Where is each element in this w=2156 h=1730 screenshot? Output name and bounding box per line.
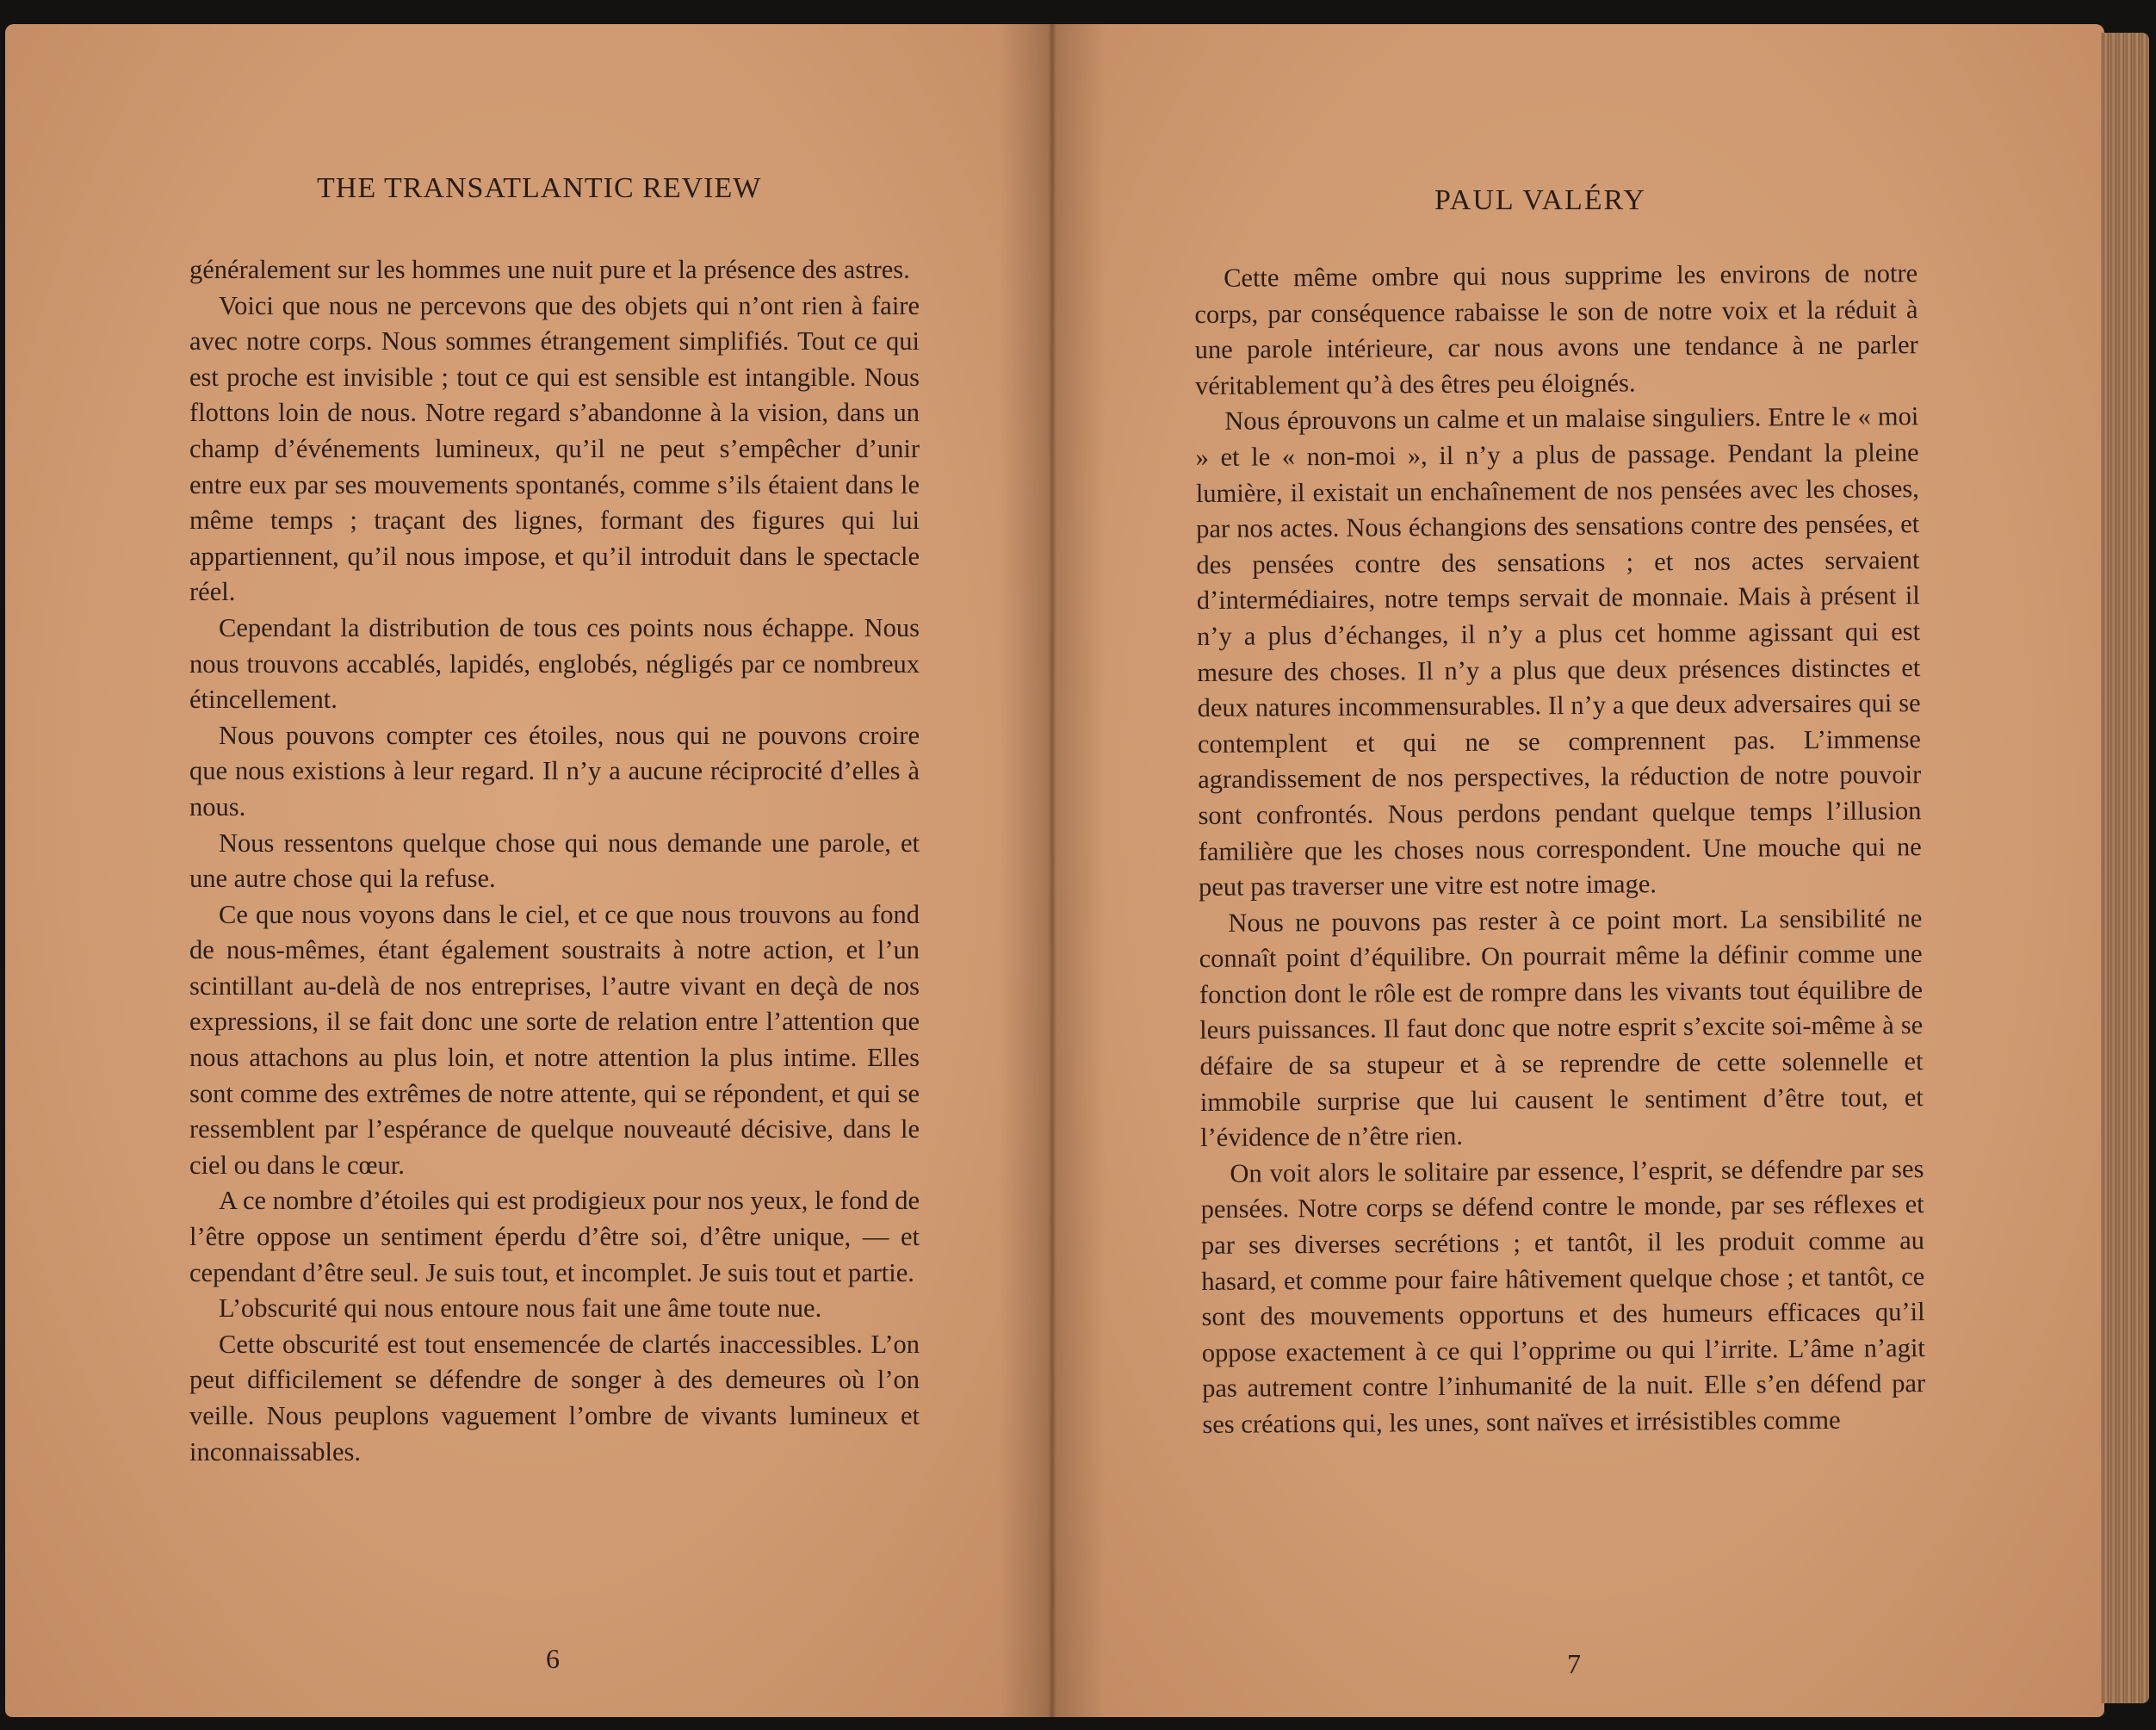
paragraph: généralement sur les hommes une nuit pure et la présence des astres. <box>189 255 910 284</box>
page-number-right: 7 <box>1567 1648 1581 1679</box>
paragraph: L’obscurité qui nous entoure nous fait une âme toute nue. <box>219 1293 822 1324</box>
right-page-text <box>1194 256 1926 1442</box>
page-number-left: 6 <box>546 1643 560 1674</box>
paragraph: Ce que nous voyons dans le ciel, et ce que nous trouvons au fond de nous-mêmes, étant également soustraits à notre action, et l’un scintillant au-delà de nos entreprises, l’autre vivant en deçà de nos expressions, il se fait donc une sorte de relation entre l’attention que nous attachons au plus loin, et notre attention la plus intime. Elles sont comme des extrêmes de notre attente, qui se répondent, et qui se ressemblent par l’espérance de quelque nouveauté décisive, dans le ciel ou dans le cœur. <box>189 899 920 1180</box>
paragraph: Nous pouvons compter ces étoiles, nous qui ne pouvons croire que nous existions à leur regard. Il n’y a aucune réciprocité d’elles à nous. <box>189 720 920 822</box>
paragraph: Cette obscurité est tout ensemencée de clartés inaccessibles. L’on peut difficilement se défendre de songer à des demeures où l’on veille. Nous peuplons vaguement l’ombre de vivants lumineux et inconnaissables. <box>189 1329 920 1466</box>
paragraph: Nous éprouvons un calme et un malaise singuliers. Entre le « moi » et le « non-moi », il n’y a plus de passage. Pendant la pleine lumière, il existait un enchaînement de nos pensées avec les choses, par nos actes. Nous échangions des sensations contre des pensées, et des pensées contre des sensations ; et nos actes servaient d’intermédiaires, notre temps servait de monnaie. Mais à présent il n’y a plus d’échanges, il n’y a plus cet homme agissant qui est mesure des choses. Il n’y a plus que deux présences distinctes et deux natures incommensurables. Il n’y a que deux adversaires qui se contemplent et qui ne se comprennent pas. L’immense agrandissement de nos perspectives, la réduction de notre pouvoir sont confrontés. Nous perdons pendant quelque temps l’illusion familière que les choses nous correspondent. Une mouche qui ne peut pas traverser une vitre est notre image. <box>1195 401 1922 902</box>
page-edges <box>2101 33 2149 1703</box>
left-page <box>5 24 1052 1717</box>
paragraph: On voit alors le solitaire par essence, l’esprit, se défendre par ses pensées. Notre corps se défend contre le monde, par ses réflexes et par ses diverses secrétions ; et tantôt, il les produit comme au hasard, et comme pour faire hâtivement quelque chose ; et tantôt, ce sont des mouvements opportuns et des humeurs efficaces qu’il oppose exactement à ce qui l’opprime ou qui l’irrite. L’âme n’agit pas autrement contre l’inhumanité de la nuit. Elle s’en défend par ses créations qui, les unes, sont naïves et irrésistibles comme <box>1200 1153 1926 1439</box>
running-head-right: PAUL VALÉRY <box>1434 184 1646 216</box>
paragraph: Nous ressentons quelque chose qui nous demande une parole, et une autre chose qui la refuse. <box>189 828 920 894</box>
paragraph: Nous ne pouvons pas rester à ce point mort. La sensibilité ne connaît point d’équilibre. On pourrait même la définir comme une fonction dont le rôle est de rompre dans les vivants tout équilibre de leurs puissances. Il faut donc que notre esprit s’excite soi-même à se défaire de sa stupeur et à se reprendre de cette solennelle et immobile surprise que lui causent le sentiment d’être tout, et l’évidence de n’être rien. <box>1199 902 1924 1153</box>
left-page-text <box>189 252 920 1470</box>
paragraph: Cependant la distribution de tous ces points nous échappe. Nous nous trouvons accablés, lapidés, englobés, négligés par ce nombreux étincellement. <box>189 612 920 715</box>
paragraph: Cette même ombre qui nous supprime les environs de notre corps, par conséquence rabaisse le son de notre voix et la réduit à une parole intérieure, car nous avons une tendance à ne parler véritablement qu’à des êtres peu éloignés. <box>1194 258 1918 400</box>
right-page <box>1052 24 2104 1717</box>
running-head-left: THE TRANSATLANTIC REVIEW <box>317 172 762 204</box>
paragraph: A ce nombre d’étoiles qui est prodigieux pour nos yeux, le fond de l’être oppose un sentiment éperdu d’être soi, d’être unique, — et cependant d’être seul. Je suis tout, et incomplet. Je suis tout et partie. <box>189 1186 920 1287</box>
paragraph: Voici que nous ne percevons que des objets qui n’ont rien à faire avec notre corps. Nous sommes étrangement simplifiés. Tout ce qui est proche est invisible ; tout ce qui est sensible est intangible. Nous flottons loin de nous. Notre regard s’abandonne à la vision, dans un champ d’événements lumineux, qu’il ne peut s’empêcher d’unir entre eux par ses mouvements spontanés, comme s’ils étaient dans le même temps ; traçant des lignes, formant des figures qui lui appartiennent, qu’il nous impose, et qu’il introduit dans le spectacle réel. <box>189 290 920 607</box>
